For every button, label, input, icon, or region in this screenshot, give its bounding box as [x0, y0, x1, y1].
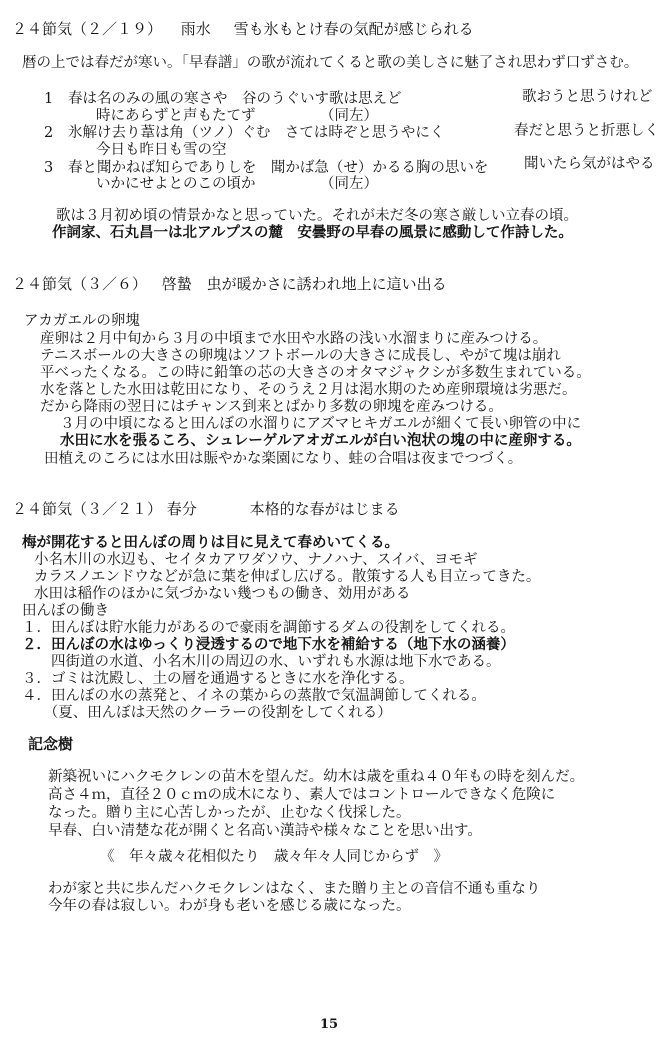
note-line: 作詞家、石丸昌一は北アルプスの麓 安曇野の早春の風景に感動して作詩した。 [52, 224, 573, 241]
body-line: 水を落とした水田は乾田になり、そのうえ２月は渇水期のため産卵環境は劣悪だ。 [40, 382, 577, 398]
verse-same: （同左） [320, 108, 378, 124]
note-line: 歌は３月初め頃の情景かなと思っていた。それが未だ冬の寒さ厳しい立春の頃。 [56, 208, 578, 224]
verse-number: 3 [44, 160, 54, 176]
verse-gloss: 聞いたら気がはやる [524, 156, 655, 172]
heading-date: ２４節気（３／６） [12, 275, 148, 293]
subheading: 田んぼの働き [22, 603, 109, 619]
list-item: 四街道の水道、小名木川の周辺の水、いずれも水源は地下水である。 [22, 654, 501, 670]
verse-gloss: 春だと思うと折悪しく [514, 123, 659, 139]
subheading: アカガエルの卵塊 [24, 313, 140, 329]
body-line: だから降雨の翌日にはチャンス到来とばかり多数の卵塊を産みつける。 [40, 399, 503, 415]
heading-date: ２４節気（３／２１） [12, 500, 163, 518]
page-number: 15 [320, 1017, 339, 1032]
body-line: 田植えのころには水田は賑やかな楽園になり、蛙の合唱は夜までつづく。 [44, 451, 523, 467]
body-line: 梅が開花すると田んぼの周りは目に見えて春めいてくる。 [22, 534, 399, 551]
body-line: なった。贈り主に心苦しかったが、止むなく伐採した。 [48, 805, 411, 821]
verse-number: 1 [44, 91, 54, 107]
verse-line-2: 時にあらずと声もたてず [96, 108, 256, 124]
heading-date: ２４節気（２／１９） [12, 20, 163, 38]
heading-desc: 虫が暖かさに誘われ地上に這い出る [206, 275, 447, 293]
list-item: ３．ゴミは沈殿し、土の層を通過するときに水を浄化する。 [22, 671, 414, 687]
body-line: ３月の中頃になると田んぼの水溜りにアズマヒキガエルが細くて長い卵管の中に [60, 416, 582, 432]
body-line: カラスノエンドウなどが急に葉を伸ばし広げる。散策する人も目立ってきた。 [34, 569, 541, 585]
body-line: 水田は稲作のほかに気づかない幾つもの働き、効用がある [34, 586, 411, 602]
heading-name: 雨水 [180, 20, 211, 38]
verse-line: 春と聞かねば知らでありしを 聞かば急（せ）かるる胸の思いを [68, 160, 489, 176]
section-heading-keichitsu [12, 275, 447, 293]
list-item: （夏、田んぼは天然のクーラーの役割をしてくれる） [22, 705, 392, 721]
body-line: 水田に水を張るころ、シュレーゲルアオガエルが白い泡状の塊の中に産卵する。 [60, 432, 581, 449]
heading-desc: 雪も氷もとけ春の気配が感じられる [233, 20, 474, 38]
section-heading-shunbun [12, 500, 400, 518]
list-item: １．田んぼは貯水能力があるので豪雨を調節するダムの役割をしてくれる。 [22, 620, 515, 636]
heading-desc: 本格的な春がはじまる [249, 500, 400, 518]
verse-line-2: いかにせよとのこの頃か [96, 176, 256, 192]
body-line: 小名木川の水辺も、セイタカアワダソウ、ナノハナ、スイバ、ヨモギ [34, 552, 478, 568]
closing-line: 今年の春は寂しい。わが身も老いを感じる歳になった。 [48, 898, 411, 914]
list-item: ２．田んぼの水はゆっくり浸透するので地下水を補給する（地下水の涵養） [22, 636, 515, 653]
list-item: ４．田んぼの水の蒸発と、イネの葉からの蒸散で気温調節してくれる。 [22, 688, 486, 704]
heading-name: 春分 [166, 500, 197, 518]
quote-line: 《 年々歳々花相似たり 歳々年々人同じからず 》 [100, 849, 448, 865]
verse-line: 氷解け去り葦は角（ツノ）ぐむ さては時ぞと思うやにく [68, 125, 445, 141]
intro-text: 暦の上では春だが寒い。「早春譜」の歌が流れてくると歌の美しさに魅了され思わず口ずさむ。 [22, 55, 639, 71]
verse-gloss: 歌おうと思うけれど [522, 89, 653, 105]
section-heading-usui [12, 20, 474, 38]
body-line: 新築祝いにハクモクレンの苗木を望んだ。幼木は歳を重ね４０年もの時を刻んだ。 [48, 769, 585, 785]
verse-number: 2 [44, 125, 54, 141]
body-line: 早春、白い清楚な花が開くと名高い漢詩や様々なことを思い出す。 [48, 823, 482, 839]
body-line: 平べったくなる。この時に鉛筆の芯の大きさのオタマジャクシが多数生まれている。 [40, 365, 591, 381]
body-line: 高さ４ｍ，直径２０ｃｍの成木になり、素人ではコントロールできなく危険に [48, 787, 556, 803]
body-line: 産卵は２月中旬から３月の中頃まで水田や水路の浅い水溜まりに産みつける。 [40, 331, 548, 347]
closing-line: わが家と共に歩んだハクモクレンはなく、また贈り主との音信不通も重なり [48, 881, 541, 897]
verse-line-2: 今日も昨日も雪の空 [96, 142, 227, 158]
verse-line: 春は名のみの風の寒さや 谷のうぐいす歌は思えど [68, 91, 402, 107]
heading-name: 啓蟄 [161, 275, 192, 293]
section-heading-kinenju: 記念樹 [28, 735, 74, 753]
verse-same: （同左） [320, 176, 378, 192]
body-line: テニスボールの大きさの卵塊はソフトボールの大きさに成長し、やがて塊は崩れ [40, 348, 561, 364]
